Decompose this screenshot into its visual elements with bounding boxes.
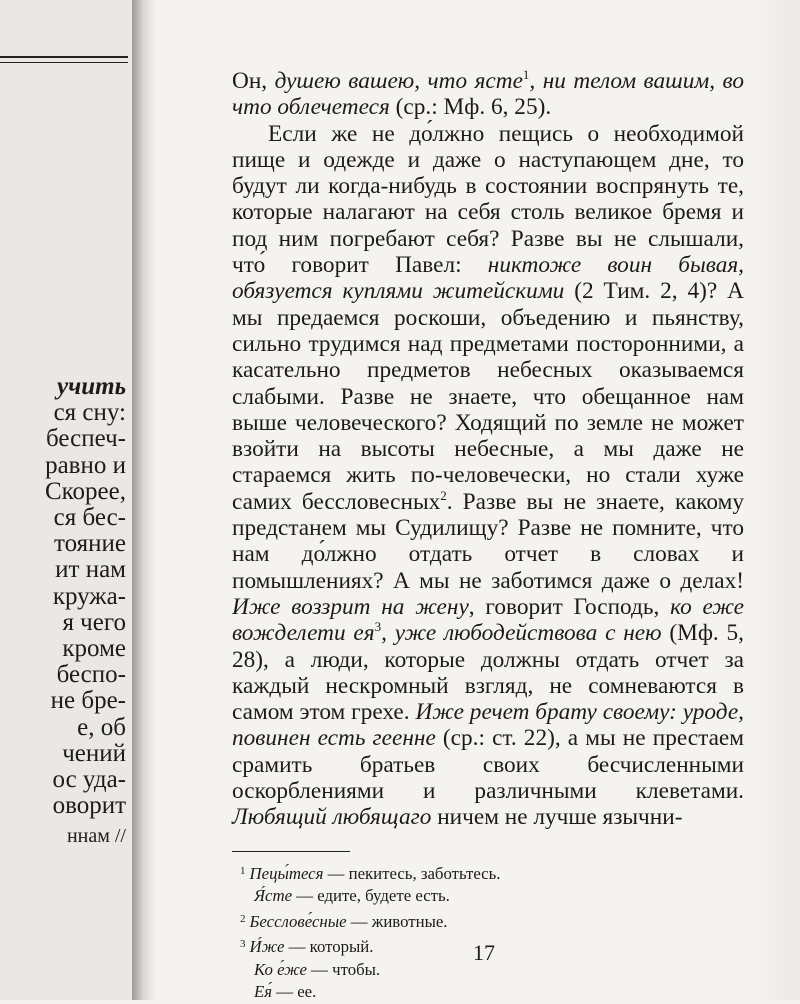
footnote-ref-2: 2 xyxy=(440,487,447,503)
footnote-rule xyxy=(232,851,350,852)
left-page-lines xyxy=(45,374,126,850)
left-page-line: не бре- xyxy=(50,687,126,715)
left-page-line: беспеч- xyxy=(46,425,126,453)
page-number: 17 xyxy=(473,940,495,965)
left-page-line: ит нам xyxy=(55,556,126,584)
footnote-number: 1 xyxy=(240,864,246,877)
footnote-term: Я́сте xyxy=(254,886,293,906)
footnote-definition: — который. xyxy=(284,937,374,957)
footnote-number: 3 xyxy=(240,938,246,951)
left-page-line: ннам // xyxy=(66,825,126,848)
body-text xyxy=(232,68,744,831)
footnote-item xyxy=(240,908,744,934)
left-page-line: беспо- xyxy=(56,661,126,689)
left-page-line: я чего xyxy=(62,608,126,636)
left-page-line: учить xyxy=(57,373,126,400)
footnote-definition: — ее. xyxy=(272,982,317,1002)
left-page-line: ся сну: xyxy=(53,399,126,427)
left-page-line: Скорее, xyxy=(45,477,126,505)
footnote-term: Ко е́же xyxy=(254,959,307,979)
footnote-term: Бесслове́сные xyxy=(249,911,347,931)
left-page-line: ос уда- xyxy=(52,766,126,794)
left-page-line: кроме xyxy=(62,635,126,663)
footnote-item xyxy=(240,860,744,886)
footnote-term: Пецы́теся xyxy=(249,863,324,883)
book-gutter xyxy=(132,0,156,1000)
footnote-item xyxy=(240,981,744,1004)
footnote-ref-1: 1 xyxy=(522,67,530,82)
left-page-line: е, об xyxy=(77,713,126,741)
left-page-rule xyxy=(0,56,128,58)
paragraph-1: Он, душею вашею, что ясте$^1$, ни телом вашим, во что облечетеся (ср.: Мф. 6, 25). xyxy=(232,67,745,121)
page-edge-shadow xyxy=(750,0,800,1000)
footnote-definition: — животные. xyxy=(346,911,448,931)
footnote-item xyxy=(240,885,744,908)
footnote-term: И́же xyxy=(249,937,285,957)
footnotes xyxy=(232,860,744,1004)
left-page-line: равно и xyxy=(45,451,126,479)
footnote-definition: — чтобы. xyxy=(306,959,381,979)
left-page-fragment xyxy=(0,0,132,1000)
footnote-number: 2 xyxy=(240,912,246,925)
page-content xyxy=(232,68,744,1004)
footnote-definition: — пекитесь, заботьтесь. xyxy=(323,863,501,883)
left-page-line: ся бес- xyxy=(53,504,126,532)
left-page-line: оворит xyxy=(52,792,126,820)
left-page-line: тояние xyxy=(54,530,126,558)
left-page-rule-thin xyxy=(0,62,128,63)
left-page-line: чений xyxy=(62,739,126,767)
footnote-ref-3: 3 xyxy=(374,619,382,635)
footnote-definition: — едите, будете есть. xyxy=(292,886,450,906)
paragraph-2: Если же не до́лжно пещись о необходимой пище и одежде и даже о наступающем дне, то будут ли когда-нибудь в состоянии воспрянуть те, которые налагают на себя столь великое бремя и под ним погребают себя? Разве вы не слышали, что́ говорит Павел: никтоже воин бывая, обязуется куплями житейскими (2 Тим. 2, 4)? А мы предаемся роскоши, объедению и пьянству, сильно трудимся над предметами посторонними, а касательно предметов небесных оказываемся слабыми. Разве не знаете, что обещанное нам выше человеческого? Ходящий по земле не может взойти на высоты небесные, а мы даже не стараемся жить по-человечески, но стали хуже самих бессловесных$^2$. Разве вы не знаете, какому предстанем мы Судилищу? Разве не помните, что нам до́лжно отдать отчет в словах и помышлениях? А мы не заботимся даже о делах! Иже воззрит на жену, говорит Господь, ко еже вожделети $ея^3$, уже любодействова с нею (Мф. 5, 28), а люди, которые должны отдать отчет за каждый нескромный взгляд, не сомневаются в самом этом грехе. Иже речет брату своему: уроде, повинен есть геенне (ср.: ст. 22), а мы не престаем срамить братьев своих бесчисленными оскорблениями и различными клеветами. Любящий любящаго ничем не лучше язычни- xyxy=(232,120,745,831)
footnote-term: Ея́ xyxy=(254,982,273,1002)
left-page-line: кружа- xyxy=(52,582,126,610)
